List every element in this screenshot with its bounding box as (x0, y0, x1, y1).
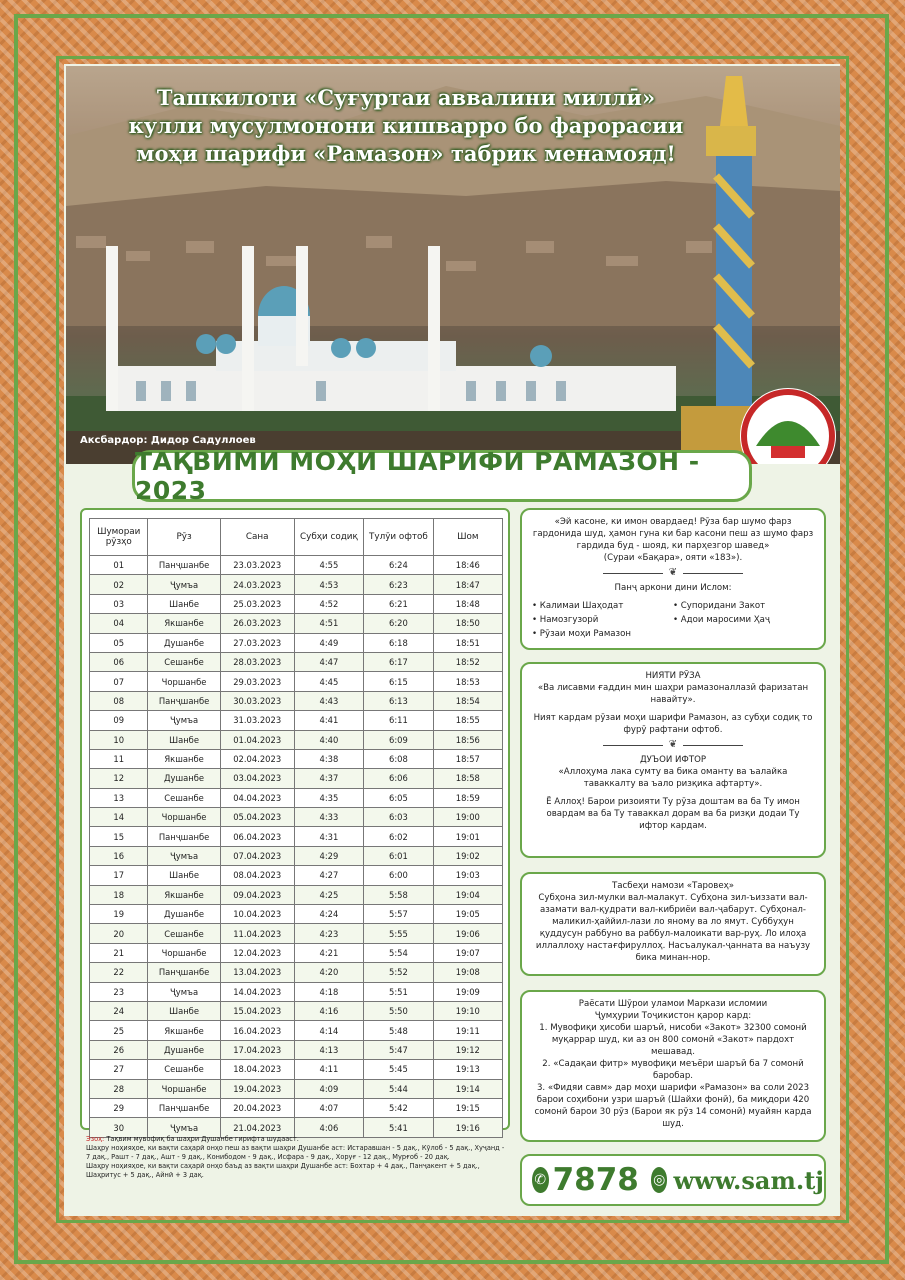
iftor-title: ДУЪОИ ИФТОР (639, 755, 707, 765)
table-cell: 18 (90, 885, 148, 904)
iftor-tajik: Ё Аллоҳ! Барои ризоияти Ту рӯза доштам ва ба Ту имон овардам ва ба Ту таваккал дорам ва ба ризқи додаи Ту ифтор кардам. (546, 797, 800, 831)
table-cell: 6:03 (364, 808, 433, 827)
table-cell: 02 (90, 575, 148, 594)
column-header: Рӯз (148, 519, 220, 556)
table-cell: 14.04.2023 (220, 982, 294, 1001)
table-cell: 05.04.2023 (220, 808, 294, 827)
table-cell: 19:09 (433, 982, 502, 1001)
table-cell: 5:50 (364, 1001, 433, 1020)
table-cell: 24.03.2023 (220, 575, 294, 594)
table-cell: 4:16 (294, 1001, 363, 1020)
table-cell: 4:09 (294, 1079, 363, 1098)
table-cell: 18:59 (433, 788, 502, 807)
table-cell: Шанбе (148, 866, 220, 885)
table-cell: 19.04.2023 (220, 1079, 294, 1098)
table-cell: 19:02 (433, 846, 502, 865)
table-cell: 28.03.2023 (220, 652, 294, 671)
table-cell: Чоршанбе (148, 672, 220, 691)
table-cell: 18:47 (433, 575, 502, 594)
table-cell: 4:45 (294, 672, 363, 691)
table-cell: 04 (90, 614, 148, 633)
table-cell: 09 (90, 711, 148, 730)
note-line-3: Шаҳру ноҳияҳое, ки вақти саҳарӣ онҳо баъд аз вақти шаҳри Душанбе аст: Бохтар + 4 дақ., Панҷакент + 5 дақ., Шаҳритус + 5 дақ., Айнӣ + 3 дақ. (86, 1162, 480, 1179)
table-cell: 06.04.2023 (220, 827, 294, 846)
table-cell: 4:43 (294, 691, 363, 710)
table-cell: 4:25 (294, 885, 363, 904)
ornament-icon: ❦ (668, 567, 678, 578)
table-cell: 5:47 (364, 1040, 433, 1059)
table-cell: Ҷумъа (148, 1118, 220, 1137)
table-cell: 5:42 (364, 1098, 433, 1117)
table-cell: 28 (90, 1079, 148, 1098)
table-cell: 6:00 (364, 866, 433, 885)
table-row (90, 1098, 503, 1117)
table-cell: 6:18 (364, 633, 433, 652)
table-row (90, 556, 503, 575)
table-cell: 23 (90, 982, 148, 1001)
table-body (90, 556, 503, 1138)
table-cell: 21.04.2023 (220, 1118, 294, 1137)
table-cell: 4:55 (294, 556, 363, 575)
table-cell: 19:05 (433, 905, 502, 924)
table-cell: 4:23 (294, 924, 363, 943)
table-cell: Панҷшанбе (148, 691, 220, 710)
table-cell: 19:03 (433, 866, 502, 885)
table-row (90, 749, 503, 768)
table-cell: 18:53 (433, 672, 502, 691)
table-cell: 4:49 (294, 633, 363, 652)
calendar-table (89, 518, 503, 1138)
table-cell: 6:21 (364, 594, 433, 613)
iftor-arabic: «Аллоҳума лака сумту ва бика оманту ва ъалайка таваккалту ва ъало ризқика афтарту». (558, 767, 788, 789)
table-cell: 4:14 (294, 1021, 363, 1040)
table-row (90, 1040, 503, 1059)
table-cell: 19:10 (433, 1001, 502, 1020)
table-cell: 19:07 (433, 943, 502, 962)
table-cell: 12.04.2023 (220, 943, 294, 962)
table-cell: 13.04.2023 (220, 963, 294, 982)
table-cell: 17 (90, 866, 148, 885)
table-cell: Сешанбе (148, 1060, 220, 1079)
pillar-item: • Намозгузорӣ (532, 615, 599, 625)
taroveh-title: Тасбеҳи намози «Таровеҳ» (612, 881, 734, 891)
table-cell: 5:54 (364, 943, 433, 962)
phone-number[interactable]: 7878 (552, 1162, 639, 1198)
pillar-item: • Калимаи Шаҳодат (532, 601, 624, 611)
table-cell: 08.04.2023 (220, 866, 294, 885)
niyat-arabic: «Ва лисавми ғаддин мин шаҳри рамазоналлазӣ фаризатан навайту». (537, 683, 809, 705)
table-cell: 5:44 (364, 1079, 433, 1098)
table-cell: 4:07 (294, 1098, 363, 1117)
table-cell: Якшанбе (148, 885, 220, 904)
table-row (90, 633, 503, 652)
table-cell: Душанбе (148, 633, 220, 652)
table-cell: 5:57 (364, 905, 433, 924)
table-cell: 11 (90, 749, 148, 768)
headline-line: кулли мусулмонони кишварро бо фарорасии (128, 113, 684, 138)
table-cell: 17.04.2023 (220, 1040, 294, 1059)
table-cell: 16 (90, 846, 148, 865)
table-cell: 12 (90, 769, 148, 788)
pillar-item: • Адои маросими Ҳаҷ (673, 615, 770, 625)
table-cell: 6:20 (364, 614, 433, 633)
table-cell: 5:52 (364, 963, 433, 982)
table-cell: 27.03.2023 (220, 633, 294, 652)
table-cell: 18:56 (433, 730, 502, 749)
table-row (90, 827, 503, 846)
table-cell: Душанбе (148, 905, 220, 924)
table-row (90, 691, 503, 710)
table-cell: 6:24 (364, 556, 433, 575)
table-row (90, 963, 503, 982)
table-cell: 04.04.2023 (220, 788, 294, 807)
table-cell: 02.04.2023 (220, 749, 294, 768)
table-cell: 4:13 (294, 1040, 363, 1059)
headline-line: Ташкилоти «Суғуртаи аввалини миллӣ» (156, 85, 656, 110)
ornament-divider (532, 567, 814, 579)
table-cell: 19:04 (433, 885, 502, 904)
table-header-row (90, 519, 503, 556)
table-cell: 4:51 (294, 614, 363, 633)
table-cell: 4:18 (294, 982, 363, 1001)
table-cell: 6:11 (364, 711, 433, 730)
table-cell: 27 (90, 1060, 148, 1079)
ornament-divider (532, 739, 814, 751)
table-cell: 26.03.2023 (220, 614, 294, 633)
title-banner (132, 447, 752, 505)
table-row (90, 788, 503, 807)
table-cell: Душанбе (148, 769, 220, 788)
table-cell: 6:02 (364, 827, 433, 846)
table-cell: 14 (90, 808, 148, 827)
table-cell: 4:37 (294, 769, 363, 788)
calendar-notes (86, 1135, 506, 1180)
globe-icon: ◎ (651, 1167, 668, 1193)
table-cell: 08 (90, 691, 148, 710)
table-cell: 5:41 (364, 1118, 433, 1137)
note-text: Тақвим мувофиқ ба шаҳри Душанбе гирифта шудааст. (106, 1135, 299, 1143)
table-cell: 4:20 (294, 963, 363, 982)
table-cell: 6:23 (364, 575, 433, 594)
table-row (90, 808, 503, 827)
table-cell: 09.04.2023 (220, 885, 294, 904)
table-cell: Сешанбе (148, 924, 220, 943)
table-cell: Ҷумъа (148, 846, 220, 865)
table-cell: 15 (90, 827, 148, 846)
table-cell: 6:05 (364, 788, 433, 807)
table-cell: 4:52 (294, 594, 363, 613)
dushanbe-mosque-photo (66, 66, 840, 464)
table-cell: Душанбе (148, 1040, 220, 1059)
table-cell: 19:08 (433, 963, 502, 982)
table-cell: 23.03.2023 (220, 556, 294, 575)
decision-title: Раёсати Шӯрои уламои Маркази исломии (578, 999, 768, 1009)
table-cell: 6:01 (364, 846, 433, 865)
table-cell: Чоршанбе (148, 943, 220, 962)
table-row (90, 769, 503, 788)
column-header: Сана (220, 519, 294, 556)
column-header: Тулӯи офтоб (364, 519, 433, 556)
table-cell: Сешанбе (148, 652, 220, 671)
table-cell: 10.04.2023 (220, 905, 294, 924)
table-cell: 4:33 (294, 808, 363, 827)
table-cell: Шанбе (148, 1001, 220, 1020)
table-cell: 18:46 (433, 556, 502, 575)
table-cell: 13 (90, 788, 148, 807)
table-cell: Ҷумъа (148, 711, 220, 730)
photo-credit: Аксбардор: Дидор Садуллоев (80, 435, 256, 446)
column-header: Субҳи содиқ (294, 519, 363, 556)
table-cell: 29 (90, 1098, 148, 1117)
table-row (90, 885, 503, 904)
table-cell: 21 (90, 943, 148, 962)
table-cell: 4:38 (294, 749, 363, 768)
table-row (90, 594, 503, 613)
table-cell: 6:13 (364, 691, 433, 710)
pillars-list (532, 600, 814, 640)
table-row (90, 711, 503, 730)
table-row (90, 1060, 503, 1079)
table-cell: 18:57 (433, 749, 502, 768)
niyat-title: НИЯТИ РӮЗА (645, 671, 701, 681)
table-cell: 19 (90, 905, 148, 924)
table-row (90, 614, 503, 633)
page-title: ТАҚВИМИ МОҲИ ШАРИФИ РАМАЗОН - 2023 (135, 447, 700, 505)
table-cell: 19:11 (433, 1021, 502, 1040)
ramadan-calendar-table (80, 508, 510, 1133)
table-cell: 22 (90, 963, 148, 982)
table-cell: 19:06 (433, 924, 502, 943)
niyat-iftor-box (520, 662, 826, 858)
table-cell: Якшанбе (148, 1021, 220, 1040)
niyat-tajik: Ният кардам рӯзаи моҳи шарифи Рамазон, аз субҳи содиқ то фурӯ рафтани офтоб. (533, 713, 813, 735)
verse-source: (Сураи «Бақара», ояти «183»). (603, 553, 743, 563)
table-cell: Якшанбе (148, 614, 220, 633)
table-row (90, 982, 503, 1001)
ornament-icon: ❦ (668, 739, 678, 750)
table-cell: 4:53 (294, 575, 363, 594)
table-cell: Сешанбе (148, 788, 220, 807)
table-cell: 18.04.2023 (220, 1060, 294, 1079)
table-cell: Панҷшанбе (148, 827, 220, 846)
table-cell: 18:58 (433, 769, 502, 788)
table-cell: 5:45 (364, 1060, 433, 1079)
table-cell: 25 (90, 1021, 148, 1040)
table-cell: Шанбе (148, 730, 220, 749)
table-cell: 15.04.2023 (220, 1001, 294, 1020)
table-cell: 18:52 (433, 652, 502, 671)
table-cell: 4:21 (294, 943, 363, 962)
table-cell: 11.04.2023 (220, 924, 294, 943)
table-cell: 4:40 (294, 730, 363, 749)
contact-box (520, 1154, 826, 1206)
table-cell: 19:15 (433, 1098, 502, 1117)
table-cell: 07 (90, 672, 148, 691)
table-cell: Якшанбе (148, 749, 220, 768)
table-row (90, 866, 503, 885)
table-cell: 4:31 (294, 827, 363, 846)
table-cell: Чоршанбе (148, 1079, 220, 1098)
table-cell: 19:13 (433, 1060, 502, 1079)
table-row (90, 905, 503, 924)
pillars-title: Панҷ аркони дини Ислом: (614, 583, 732, 593)
table-cell: 18:50 (433, 614, 502, 633)
decision-subtitle: Ҷумҳурии Тоҷикистон қарор кард: (594, 1011, 752, 1021)
phone-icon: ✆ (532, 1167, 549, 1193)
table-cell: 07.04.2023 (220, 846, 294, 865)
headline-line: моҳи шарифи «Рамазон» табрик менамояд! (136, 141, 676, 166)
table-cell: 5:48 (364, 1021, 433, 1040)
table-cell: 18:51 (433, 633, 502, 652)
headline (126, 84, 686, 168)
decision-item: 3. «Фидяи савм» дар моҳи шарифи «Рамазон» ва соли 2023 барои соҳибони узри шаръӣ (Шайхи фонӣ), ба миқдори 420 сомонӣ барои 30 рӯз (Барои як рӯз 14 сомонӣ) муайян карда шуд. (534, 1083, 812, 1129)
table-cell: Панҷшанбе (148, 1098, 220, 1117)
table-cell: 6:06 (364, 769, 433, 788)
table-row (90, 575, 503, 594)
table-cell: 4:47 (294, 652, 363, 671)
column-header: Шумораи рӯзҳо (90, 519, 148, 556)
table-cell: 4:29 (294, 846, 363, 865)
table-cell: 29.03.2023 (220, 672, 294, 691)
table-row (90, 672, 503, 691)
table-row (90, 943, 503, 962)
table-cell: 05 (90, 633, 148, 652)
table-cell: 6:17 (364, 652, 433, 671)
table-cell: 19:01 (433, 827, 502, 846)
table-cell: 19:00 (433, 808, 502, 827)
table-cell: 5:58 (364, 885, 433, 904)
quran-verse-box (520, 508, 826, 650)
table-cell: Панҷшанбе (148, 556, 220, 575)
table-row (90, 1001, 503, 1020)
table-row (90, 924, 503, 943)
table-cell: 30 (90, 1118, 148, 1137)
table-cell: 19:12 (433, 1040, 502, 1059)
table-cell: 20 (90, 924, 148, 943)
table-cell: 5:55 (364, 924, 433, 943)
table-cell: Ҷумъа (148, 575, 220, 594)
table-cell: 01 (90, 556, 148, 575)
note-label: Эзоҳ: (86, 1135, 105, 1143)
column-header: Шом (433, 519, 502, 556)
table-cell: 6:08 (364, 749, 433, 768)
table-cell: Шанбе (148, 594, 220, 613)
table-cell: 20.04.2023 (220, 1098, 294, 1117)
table-cell: 31.03.2023 (220, 711, 294, 730)
table-cell: 5:51 (364, 982, 433, 1001)
table-cell: 24 (90, 1001, 148, 1020)
table-cell: 4:35 (294, 788, 363, 807)
pillar-item: • Рӯзаи моҳи Рамазон (532, 629, 632, 639)
table-cell: 6:15 (364, 672, 433, 691)
table-cell: Панҷшанбе (148, 963, 220, 982)
ulama-decision-box (520, 990, 826, 1142)
decision-item: 1. Мувофиқи ҳисоби шаръӣ, нисоби «Закот» 32300 сомонӣ муқаррар шуд, ки аз он 800 сомонӣ «Закот» пардохт мешавад. (539, 1023, 807, 1057)
table-cell: 06 (90, 652, 148, 671)
table-cell: 4:24 (294, 905, 363, 924)
table-cell: 6:09 (364, 730, 433, 749)
note-line-1 (86, 1135, 506, 1144)
decision-item: 2. «Садақаи фитр» мувофиқи меъёри шаръӣ ба 7 сомонӣ баробар. (542, 1059, 804, 1081)
table-cell: 30.03.2023 (220, 691, 294, 710)
table-row (90, 730, 503, 749)
table-cell: 26 (90, 1040, 148, 1059)
table-cell: 19:16 (433, 1118, 502, 1137)
table-cell: 19:14 (433, 1079, 502, 1098)
table-cell: 01.04.2023 (220, 730, 294, 749)
table-cell: 25.03.2023 (220, 594, 294, 613)
table-row (90, 1021, 503, 1040)
table-cell: 18:54 (433, 691, 502, 710)
table-cell: 4:41 (294, 711, 363, 730)
table-row (90, 652, 503, 671)
table-cell: 18:48 (433, 594, 502, 613)
pillar-item: • Супоридани Закот (673, 601, 766, 611)
table-cell: Чоршанбе (148, 808, 220, 827)
taroveh-box (520, 872, 826, 976)
table-cell: 10 (90, 730, 148, 749)
table-cell: 4:06 (294, 1118, 363, 1137)
table-cell: 03.04.2023 (220, 769, 294, 788)
table-row (90, 846, 503, 865)
table-cell: 18:55 (433, 711, 502, 730)
table-cell: 03 (90, 594, 148, 613)
verse-text: «Эй касоне, ки имон овардаед! Рӯза бар шумо фарз гардонида шуд, ҳамон гуна ки бар касони пеш аз шумо фарз гардида буд - шояд, ки парҳезгор шавед» (532, 517, 814, 551)
table-cell: 4:27 (294, 866, 363, 885)
website-link[interactable]: www.sam.tj (673, 1165, 824, 1195)
note-line-2: Шаҳру ноҳияҳое, ки вақти саҳарӣ онҳо пеш аз вақти шаҳри Душанбе аст: Истаравшан - 5 дақ., Кӯлоб - 5 дақ., Хуҷанд - 7 дақ., Рашт - 7 дақ., Ашт - 9 дақ., Конибодом - 9 дақ., Исфара - 9 дақ., Хоруғ - 12 дақ., Мурғоб - 20 дақ. (86, 1144, 505, 1161)
table-cell: 4:11 (294, 1060, 363, 1079)
taroveh-text: Субҳона зил-мулки вал-малакут. Субҳона зил-ъиззати вал-азамати вал-қудрати вал-кибриёи вал-ҷабарут. Субҳонал-маликил-ҳаййил-лази ло яному ва ло ямут. Суббуҳун қуддусун раббуно ва раббул-малоикати вар-руҳ. Ло илоҳа иллаллоҳу настағфируллоҳ. Насъалукал-ҷанната ва наъузу бика минан-нор. (535, 893, 811, 963)
table-row (90, 1079, 503, 1098)
table-cell: 16.04.2023 (220, 1021, 294, 1040)
table-cell: Ҷумъа (148, 982, 220, 1001)
